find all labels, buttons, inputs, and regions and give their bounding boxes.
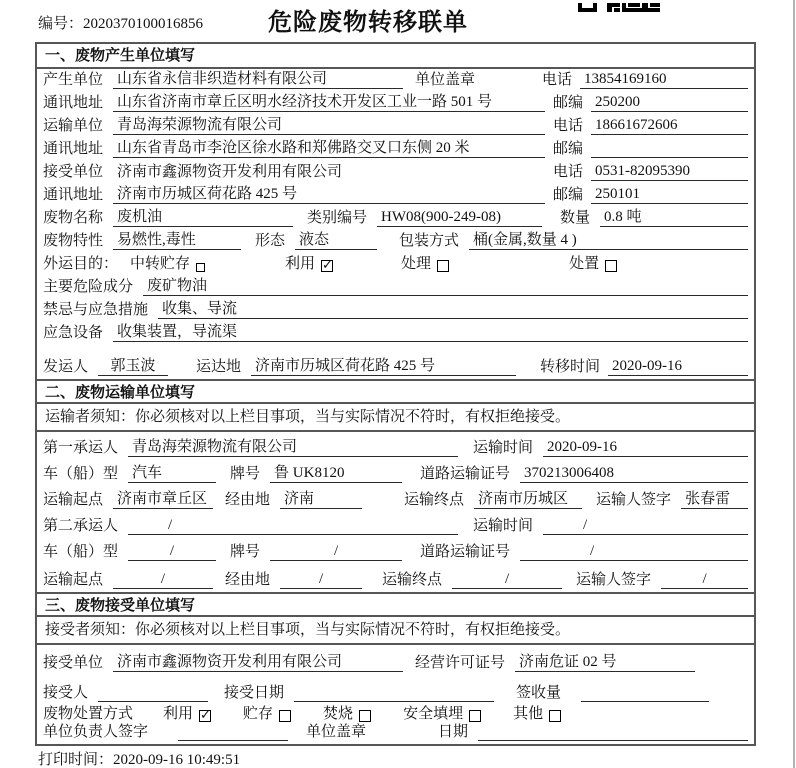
disposal-storage-option xyxy=(243,702,291,723)
sign-date-label: 日期 xyxy=(438,724,469,740)
manifest-form xyxy=(35,42,756,746)
waste-name-value: 废机油 xyxy=(113,205,293,227)
transporter-phone-label: 电话 xyxy=(553,118,584,134)
purpose-transfer-storage-option xyxy=(130,252,205,273)
waste-code-value: HW08(900-249-08) xyxy=(377,209,542,227)
receiver-unit-row xyxy=(37,161,754,184)
second-transport-time-label: 运输时间 xyxy=(473,518,534,534)
waste-form-value: 液态 xyxy=(295,228,377,250)
second-carrier-sign-value: / xyxy=(661,571,748,589)
print-time-label: 打印时间： xyxy=(38,752,114,768)
producer-address-row xyxy=(37,92,754,115)
second-carrier-row xyxy=(37,512,754,538)
consignor-row xyxy=(37,345,754,379)
producer-address-value: 山东省济南市章丘区明水经济技术开发区工业一路 501 号 xyxy=(113,90,545,112)
second-carrier-label: 第二承运人 xyxy=(43,518,119,534)
purpose-dispose-option xyxy=(569,252,617,273)
receiving-unit-value: 济南市鑫源物资开发利用有限公司 xyxy=(113,650,403,672)
second-origin-label: 运输起点 xyxy=(43,572,104,588)
receiver-phone-label: 电话 xyxy=(553,164,584,180)
waste-name-row xyxy=(37,207,754,230)
section-transport-header: 二、废物运输单位填写 xyxy=(37,379,754,404)
page-edge-line xyxy=(793,0,795,768)
disposal-other-option xyxy=(513,702,561,723)
purpose-utilize-label: 利用 xyxy=(285,256,316,272)
producer-unit-label: 产生单位 xyxy=(43,72,104,88)
receiving-person-label: 接受人 xyxy=(43,685,89,701)
license-number-label: 经营许可证号 xyxy=(415,655,506,671)
receiver-notice: 接受者须知：你必须核对以上栏目事项，当与实际情况不符时，有权拒绝接受。 xyxy=(37,617,754,645)
waste-property-label: 废物特性 xyxy=(43,233,104,249)
consignor-label: 发运人 xyxy=(43,359,89,375)
received-amount-label: 签收量 xyxy=(516,685,562,701)
received-amount-value xyxy=(581,701,709,702)
receiver-unit-value: 济南市鑫源物资开发利用有限公司 xyxy=(117,164,343,180)
first-vehicle-type-value: 汽车 xyxy=(128,461,216,483)
disposal-utilize-label: 利用 xyxy=(163,706,194,722)
purpose-treat-option xyxy=(401,252,449,273)
purpose-dispose-label: 处置 xyxy=(569,256,600,272)
producer-address-label: 通讯地址 xyxy=(43,95,104,111)
emergency-equipment-row xyxy=(37,322,754,345)
second-carrier-sign-label: 运输人签字 xyxy=(576,572,652,588)
first-road-permit-label: 道路运输证号 xyxy=(420,466,511,482)
emergency-equipment-value: 收集装置，导流渠 xyxy=(113,320,748,342)
second-road-permit-value: / xyxy=(520,543,748,561)
transporter-address-label: 通讯地址 xyxy=(43,141,104,157)
serial-number: 2020370100016856 xyxy=(83,16,204,32)
purpose-transfer-storage-checkbox xyxy=(196,263,205,272)
transporter-zip-label: 邮编 xyxy=(553,141,584,157)
transfer-time-value: 2020-09-16 xyxy=(608,358,748,376)
first-road-permit-value: 370213006408 xyxy=(520,465,748,483)
purpose-treat-checkbox xyxy=(437,260,449,272)
serial-label: 编号： xyxy=(38,16,84,32)
responsible-sign-row xyxy=(37,726,754,744)
first-carrier-row xyxy=(37,432,754,460)
section-receiver-header: 三、废物接受单位填写 xyxy=(37,592,754,617)
receiving-unit-row xyxy=(37,645,754,675)
second-transport-time-value: / xyxy=(543,517,748,535)
first-carrier-sign-value: 张春雷 xyxy=(681,487,748,509)
receiver-zip-label: 邮编 xyxy=(553,187,584,203)
responsible-sign-label: 单位负责人签字 xyxy=(43,724,149,740)
producer-unit-value: 山东省永信非织造材料有限公司 xyxy=(113,67,403,89)
producer-zip-value: 250200 xyxy=(591,94,748,112)
emergency-measures-row xyxy=(37,299,754,322)
transporter-unit-row xyxy=(37,115,754,138)
disposal-incinerate-label: 焚烧 xyxy=(323,706,354,722)
first-transport-time-value: 2020-09-16 xyxy=(543,439,748,457)
first-vehicle-row xyxy=(37,460,754,486)
receiver-unit-label: 接受单位 xyxy=(43,164,104,180)
section-receiver xyxy=(37,592,754,744)
first-terminus-value: 济南市历城区 xyxy=(474,487,582,509)
waste-name-label: 废物名称 xyxy=(43,210,104,226)
producer-unit-row xyxy=(37,69,754,92)
receiving-unit-label: 接受单位 xyxy=(43,655,104,671)
second-plate-label: 牌号 xyxy=(230,544,261,560)
emergency-measures-value: 收集、导流 xyxy=(158,297,748,319)
sign-date-value xyxy=(478,740,748,741)
first-origin-value: 济南市章丘区 xyxy=(113,487,213,509)
first-plate-value: 鲁 UK8120 xyxy=(270,461,402,483)
receiver-seal-label: 单位盖章 xyxy=(306,724,367,740)
first-carrier-label: 第一承运人 xyxy=(43,440,119,456)
waste-property-value: 易燃性,毒性 xyxy=(113,228,241,250)
second-terminus-label: 运输终点 xyxy=(382,572,443,588)
producer-phone-value: 13854169160 xyxy=(580,71,748,89)
emergency-equipment-label: 应急设备 xyxy=(43,325,104,341)
receiver-address-row xyxy=(37,184,754,207)
waste-quantity-label: 数量 xyxy=(560,210,591,226)
second-road-permit-label: 道路运输证号 xyxy=(420,544,511,560)
section-producer xyxy=(37,44,754,379)
section-producer-header: 一、废物产生单位填写 xyxy=(37,44,754,69)
first-carrier-value: 青岛海荣源物流有限公司 xyxy=(128,435,458,457)
first-origin-label: 运输起点 xyxy=(43,492,104,508)
waste-code-label: 类别编号 xyxy=(307,210,368,226)
first-vehicle-type-label: 车（船）型 xyxy=(43,466,119,482)
hazard-component-row xyxy=(37,276,754,299)
responsible-sign-value xyxy=(178,740,288,741)
waste-quantity-value: 0.8 吨 xyxy=(600,205,748,227)
packaging-value: 桶(金属,数量 4 ) xyxy=(469,228,748,250)
producer-zip-label: 邮编 xyxy=(553,95,584,111)
first-route-row xyxy=(37,486,754,512)
receiver-zip-value: 250101 xyxy=(591,186,748,204)
disposal-incinerate-checkbox xyxy=(359,710,371,722)
second-terminus-value: / xyxy=(452,571,562,589)
transporter-unit-value: 青岛海荣源物流有限公司 xyxy=(113,113,545,135)
hazard-component-label: 主要危险成分 xyxy=(43,279,134,295)
first-plate-label: 牌号 xyxy=(230,466,261,482)
purpose-transfer-storage-label: 中转贮存 xyxy=(130,256,191,272)
transporter-address-value: 山东省青岛市李沧区徐水路和郑佛路交叉口东侧 20 米 xyxy=(113,136,545,158)
first-carrier-sign-label: 运输人签字 xyxy=(596,492,672,508)
packaging-label: 包装方式 xyxy=(399,233,460,249)
second-via-label: 经由地 xyxy=(225,572,271,588)
emergency-measures-label: 禁忌与应急措施 xyxy=(43,302,149,318)
second-vehicle-row xyxy=(37,538,754,564)
disposal-storage-label: 贮存 xyxy=(243,706,274,722)
second-carrier-value: / xyxy=(128,517,458,535)
receiver-phone-value: 0531-82095390 xyxy=(591,163,748,181)
waste-property-row xyxy=(37,230,754,253)
receiver-address-value: 济南市历城区荷花路 425 号 xyxy=(113,182,545,204)
second-origin-value: / xyxy=(113,571,213,589)
print-time-line xyxy=(38,748,240,768)
disposal-method-label: 废物处置方式 xyxy=(43,706,134,722)
destination-value: 济南市历城区荷花路 425 号 xyxy=(251,354,516,376)
disposal-landfill-label: 安全填埋 xyxy=(403,706,464,722)
disposal-utilize-checkbox xyxy=(199,710,211,722)
purpose-treat-label: 处理 xyxy=(401,256,432,272)
purpose-dispose-checkbox xyxy=(605,260,617,272)
second-vehicle-type-value: / xyxy=(128,543,216,561)
first-terminus-label: 运输终点 xyxy=(404,492,465,508)
transporter-address-row xyxy=(37,138,754,161)
second-vehicle-type-label: 车（船）型 xyxy=(43,544,119,560)
waste-form-label: 形态 xyxy=(255,233,286,249)
qr-code-fragment xyxy=(578,0,662,18)
transporter-phone-value: 18661672606 xyxy=(591,117,748,135)
print-time-value: 2020-09-16 10:49:51 xyxy=(113,752,241,768)
disposal-other-checkbox xyxy=(549,710,561,722)
first-via-value: 济南 xyxy=(280,487,362,509)
transfer-purpose-row xyxy=(37,253,754,276)
first-transport-time-label: 运输时间 xyxy=(473,440,534,456)
destination-label: 运达地 xyxy=(196,359,242,375)
second-plate-value: / xyxy=(270,543,402,561)
first-via-label: 经由地 xyxy=(225,492,271,508)
license-number-value: 济南危证 02 号 xyxy=(515,650,695,672)
transporter-unit-label: 运输单位 xyxy=(43,118,104,134)
second-route-row xyxy=(37,564,754,592)
page-title: 危险废物转移联单 xyxy=(268,9,468,36)
disposal-storage-checkbox xyxy=(279,710,291,722)
transporter-zip-value xyxy=(591,157,748,158)
receiving-date-label: 接受日期 xyxy=(224,685,285,701)
purpose-utilize-option xyxy=(285,252,333,273)
transporter-notice: 运输者须知：你必须核对以上栏目事项，当与实际情况不符时，有权拒绝接受。 xyxy=(37,404,754,432)
disposal-landfill-checkbox xyxy=(469,710,481,722)
producer-phone-label: 电话 xyxy=(541,72,572,88)
receiving-person-row xyxy=(37,675,754,705)
disposal-utilize-option xyxy=(163,702,211,723)
hazard-component-value: 废矿物油 xyxy=(143,274,748,296)
consignor-value: 郭玉波 xyxy=(98,354,168,376)
section-transport xyxy=(37,379,754,592)
purpose-utilize-checkbox xyxy=(321,260,333,272)
transfer-time-label: 转移时间 xyxy=(539,359,600,375)
disposal-other-label: 其他 xyxy=(513,706,544,722)
unit-seal-label: 单位盖章 xyxy=(415,72,476,88)
transfer-purpose-label: 外运目的： xyxy=(43,256,119,272)
second-via-value: / xyxy=(280,571,362,589)
receiver-address-label: 通讯地址 xyxy=(43,187,104,203)
